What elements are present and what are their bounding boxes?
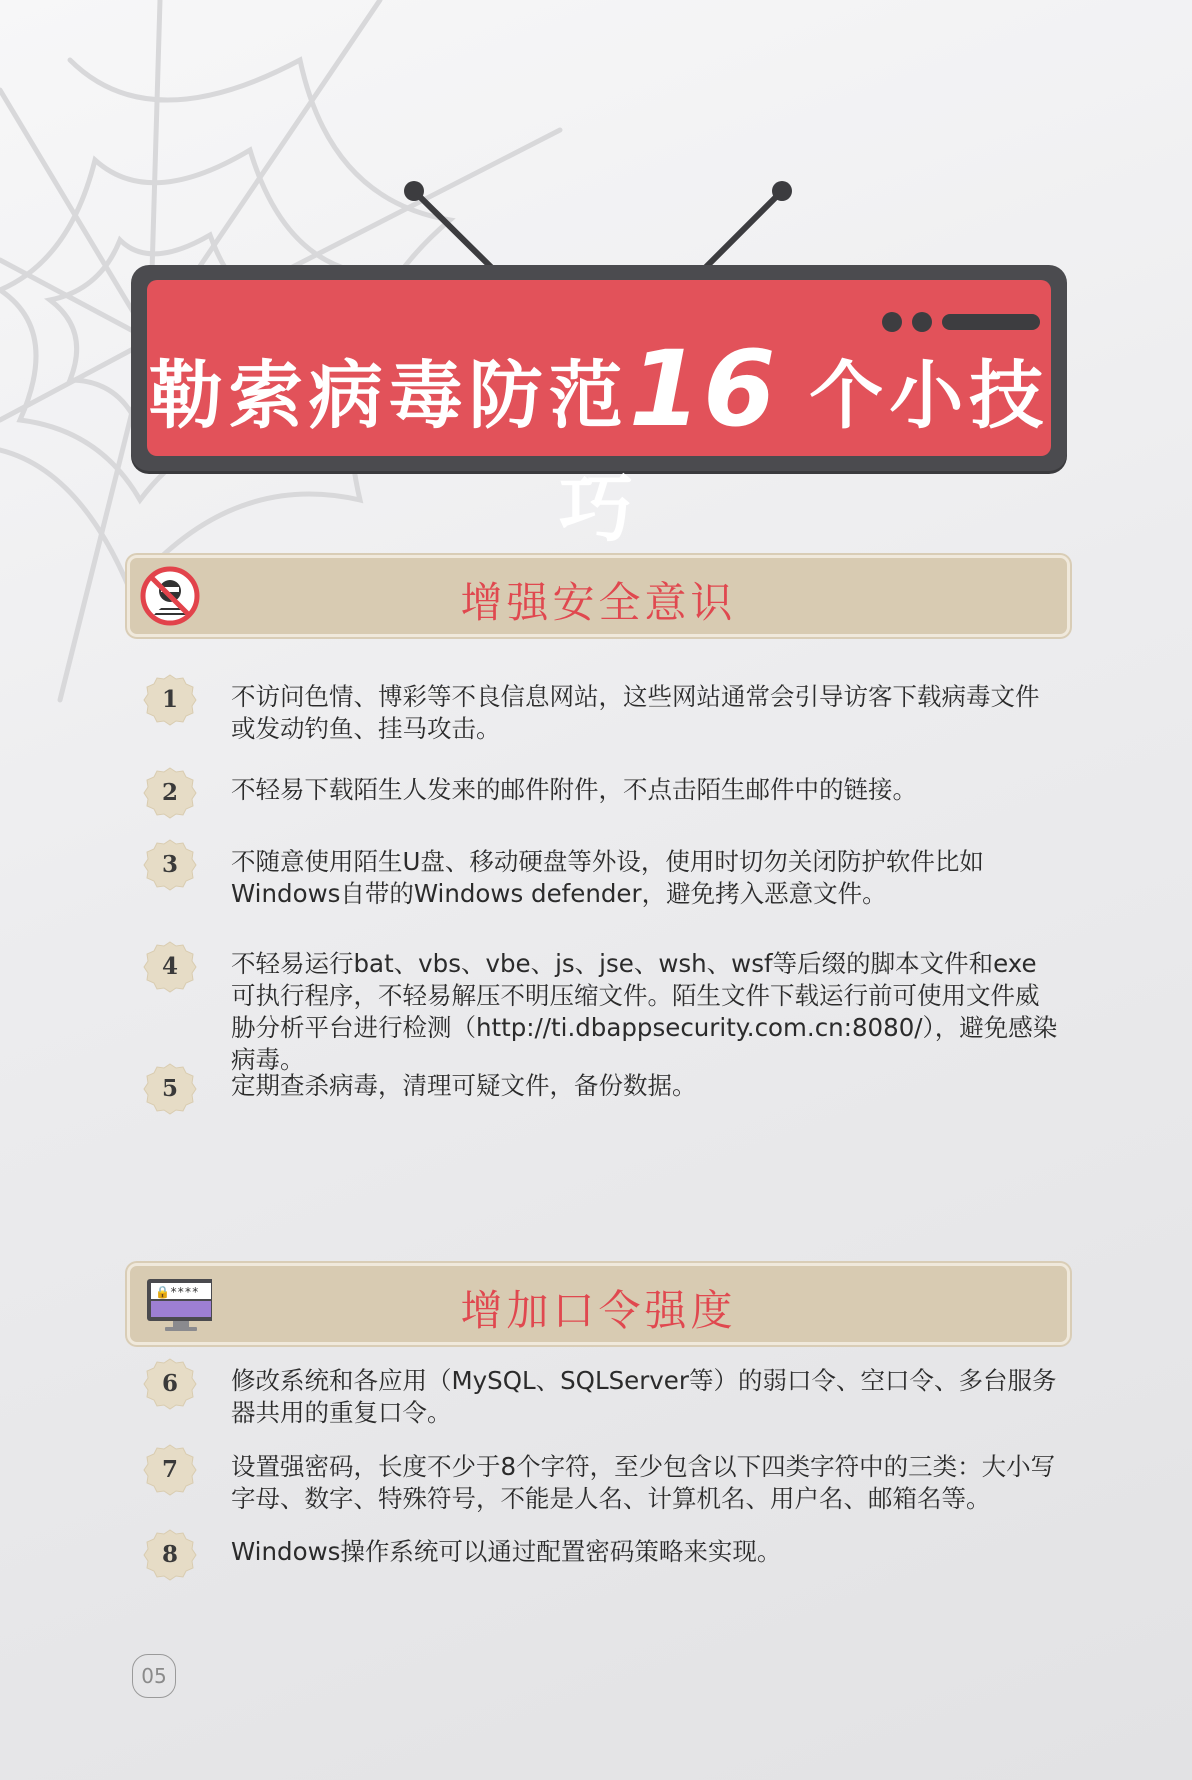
item-text: 不访问色情、博彩等不良信息网站，这些网站通常会引导访客下载病毒文件或发动钓鱼、挂马攻击。 — [231, 682, 1040, 743]
item-text: Windows操作系统可以通过配置密码策略来实现。 — [231, 1537, 782, 1566]
item-number: 8 — [161, 1541, 178, 1568]
item-text: 定期查杀病毒，清理可疑文件，备份数据。 — [231, 1071, 697, 1100]
section-title: 增加口令强度 — [460, 1286, 737, 1335]
item-number: 4 — [161, 953, 178, 980]
page-title — [147, 328, 1051, 556]
title-tv-frame — [131, 265, 1067, 552]
section-title: 增强安全意识 — [460, 578, 737, 627]
item-text: 不轻易下载陌生人发来的邮件附件，不点击陌生邮件中的链接。 — [231, 775, 917, 804]
item-number: 6 — [161, 1370, 178, 1397]
page-number: 05 — [132, 1654, 176, 1698]
section-header-security-awareness — [127, 555, 1070, 637]
title-screen — [147, 280, 1051, 552]
item-text: 不轻易运行bat、vbs、vbe、js、jse、wsh、wsf等后缀的脚本文件和exe可执行程序，不轻易解压不明压缩文件。陌生文件下载运行前可使用文件威胁分析平台进行检测（http://ti.dbappsecurity.com.cn:8080/），避免感染病毒。 — [231, 949, 1058, 1074]
item-text: 不随意使用陌生U盘、移动硬盘等外设，使用时切勿关闭防护软件比如Windows自带的Windows defender，避免拷入恶意文件。 — [231, 847, 984, 908]
item-text: 修改系统和各应用（MySQL、SQLServer等）的弱口令、空口令、多台服务器共用的重复口令。 — [231, 1366, 1057, 1427]
title-part2: 个小技巧 — [559, 353, 1050, 552]
item-number: 2 — [161, 779, 178, 806]
section-header-password-strength — [127, 1263, 1070, 1345]
item-number: 7 — [161, 1456, 178, 1483]
item-number: 5 — [161, 1075, 178, 1102]
item-number: 1 — [161, 686, 178, 713]
item-text: 设置强密码，长度不少于8个字符，至少包含以下四类字符中的三类：大小写字母、数字、特殊符号，不能是人名、计算机名、用户名、邮箱名等。 — [231, 1452, 1056, 1513]
title-part1: 勒索病毒防范 — [148, 353, 629, 439]
title-number: 16 — [628, 328, 778, 450]
item-number: 3 — [161, 851, 178, 878]
tv-antenna — [0, 0, 1192, 290]
svg-text:🔒****: 🔒**** — [155, 1285, 199, 1299]
